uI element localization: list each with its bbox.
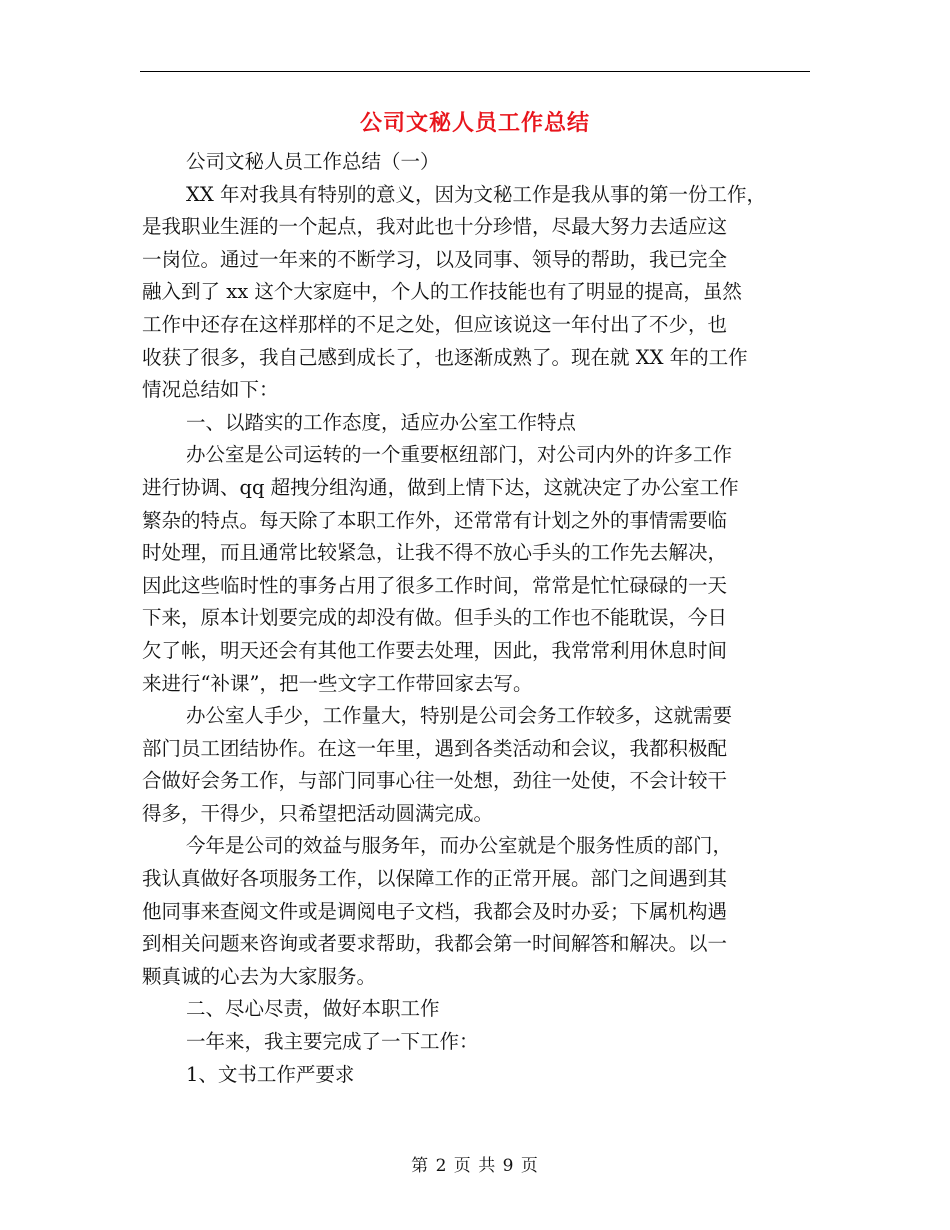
body-line: 繁杂的特点。每天除了本职工作外，还常常有计划之外的事情需要临 — [142, 508, 728, 532]
body-line: 部门员工团结协作。在这一年里，遇到各类活动和会议，我都积极配 — [142, 736, 728, 760]
page-footer: 第 2 页 共 9 页 — [411, 1156, 539, 1176]
body-line: 合做好会务工作，与部门同事心往一处想，劲往一处使，不会计较干 — [142, 769, 728, 793]
document-body — [142, 146, 806, 1091]
header-rule — [140, 71, 810, 72]
body-line: 办公室是公司运转的一个重要枢纽部门，对公司内外的许多工作 — [186, 443, 733, 467]
document-title: 公司文秘人员工作总结 — [359, 111, 590, 136]
body-line: 一年来，我主要完成了一下工作： — [186, 1030, 479, 1054]
body-line: 今年是公司的效益与服务年，而办公室就是个服务性质的部门， — [186, 834, 733, 858]
body-line: 我认真做好各项服务工作，以保障工作的正常开展。部门之间遇到其 — [142, 867, 728, 891]
body-line: 到相关问题来咨询或者要求帮助，我都会第一时间解答和解决。以一 — [142, 932, 728, 956]
body-line: 融入到了 xx 这个大家庭中，个人的工作技能也有了明显的提高，虽然 — [142, 280, 742, 304]
body-line: 二、尽心尽责，做好本职工作 — [186, 997, 440, 1021]
body-line: 一岗位。通过一年来的不断学习，以及同事、领导的帮助，我已完全 — [142, 247, 728, 271]
body-line: 颗真诚的心去为大家服务。 — [142, 964, 377, 988]
body-line: 时处理，而且通常比较紧急，让我不得不放心手头的工作先去解决， — [142, 541, 728, 565]
body-line: 下来，原本计划要完成的却没有做。但手头的工作也不能耽误，今日 — [142, 606, 728, 630]
body-line: 情况总结如下： — [142, 378, 279, 402]
body-line: 他同事来查阅文件或是调阅电子文档，我都会及时办妥；下属机构遇 — [142, 899, 728, 923]
body-line: 是我职业生涯的一个起点，我对此也十分珍惜，尽最大努力去适应这 — [142, 215, 728, 239]
body-line: 来进行“补课”，把一些文字工作带回家去写。 — [142, 671, 533, 695]
body-line: 1、文书工作严要求 — [186, 1062, 355, 1086]
body-line: 欠了帐，明天还会有其他工作要去处理，因此，我常常利用休息时间 — [142, 638, 728, 662]
body-line: 公司文秘人员工作总结（一） — [186, 150, 440, 173]
body-line: 一、以踏实的工作态度，适应办公室工作特点 — [186, 410, 577, 434]
body-line: 因此这些临时性的事务占用了很多工作时间，常常是忙忙碌碌的一天 — [142, 573, 728, 597]
body-line: XX 年对我具有特别的意义，因为文秘工作是我从事的第一份工作， — [186, 182, 766, 206]
body-line: 进行协调、qq 超拽分组沟通，做到上情下达，这就决定了办公室工作 — [142, 475, 739, 499]
body-line: 办公室人手少，工作量大，特别是公司会务工作较多，这就需要 — [186, 704, 733, 728]
body-line: 工作中还存在这样那样的不足之处，但应该说这一年付出了不少，也 — [142, 312, 728, 336]
body-line: 得多，干得少，只希望把活动圆满完成。 — [142, 801, 494, 825]
body-line: 收获了很多，我自己感到成长了，也逐渐成熟了。现在就 XX 年的工作 — [142, 345, 748, 369]
